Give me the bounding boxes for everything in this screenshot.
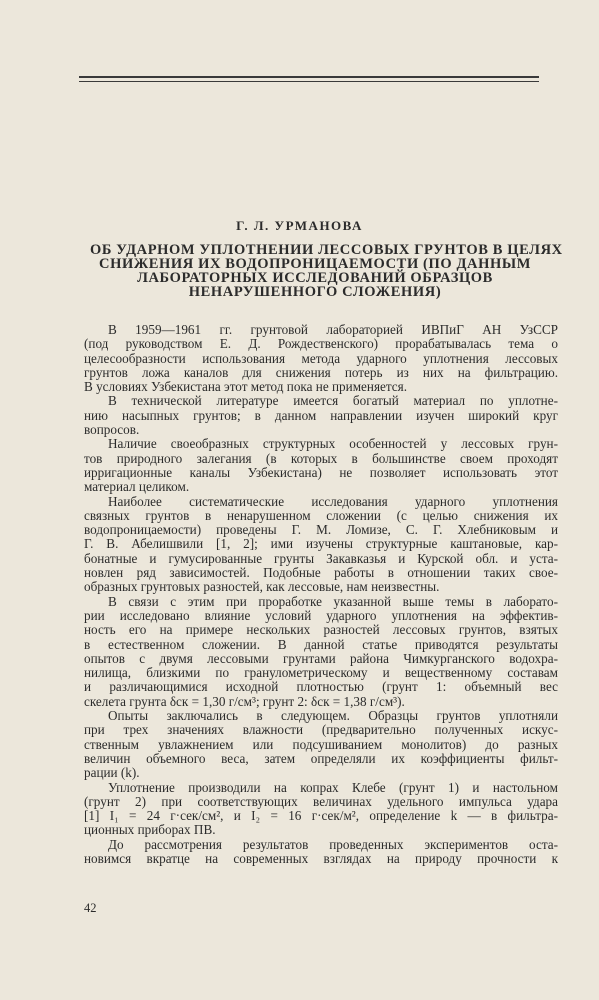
body-line: тов природного залегания (в которых в большинстве своем проходят bbox=[84, 450, 558, 466]
title-line: НЕНАРУШЕННОГО СЛОЖЕНИЯ) bbox=[188, 284, 442, 300]
body-line: В 1959—1961 гг. грунтовой лабораторией ИВПиГ АН УзССР bbox=[108, 322, 558, 337]
body-line: нию насыпных грунтов; в данном направлении изучен широкий круг bbox=[84, 407, 558, 423]
body-line: скелета грунта δск = 1,30 г/см³; грунт 2: δск = 1,38 г/см³). bbox=[84, 693, 405, 709]
body-line: бонатные и гумусированные грунты Закавказья и Курской обл. и уста- bbox=[84, 550, 558, 566]
author-name: Г. Л. УРМАНОВА bbox=[236, 218, 363, 233]
article-title bbox=[90, 242, 563, 300]
body-line: Наиболее систематические исследования ударного уплотнения bbox=[108, 493, 558, 509]
body-line: В связи с этим при проработке указанной выше темы в лаборато- bbox=[108, 593, 558, 609]
body-line: при трех значениях влажности (предварительно полученных искус- bbox=[84, 722, 558, 738]
body-line: в естественном сложении. В данной статье приводятся результаты bbox=[84, 636, 558, 652]
body-line: новлен ряд зависимостей. Подобные работы в отношении таких свое- bbox=[84, 565, 558, 581]
body-line: новимся вкратце на современных взглядах на природу прочности к bbox=[84, 850, 558, 866]
body-line: Уплотнение производили на копрах Клебе (грунт 1) и настольном bbox=[108, 779, 558, 795]
body-line: связных грунтов в ненарушенном сложении (с целью снижения их bbox=[84, 507, 558, 523]
body-line: образных грунтовых разностей, как лессовые, нам неизвестны. bbox=[84, 579, 440, 595]
article-body bbox=[84, 323, 558, 866]
body-line: (грунт 2) при соответствующих величинах удельного импульса удара bbox=[84, 793, 558, 809]
body-line: ственным увлажнением или подсушиванием монолитов) до разных bbox=[84, 736, 558, 752]
body-line: рации (k). bbox=[84, 765, 140, 781]
body-line: величин объемного веса, затем определяли их коэффициенты фильт- bbox=[84, 750, 558, 766]
body-line: водопроницаемости) проведены Г. М. Ломизе, С. Г. Хлебниковым и bbox=[84, 522, 558, 538]
body-line: ирригационные каналы Узбекистана) не позволяет использовать этот bbox=[84, 464, 558, 480]
body-line: Наличие своеобразных структурных особенностей у лессовых грун- bbox=[108, 436, 558, 452]
body-line: В технической литературе имеется богатый материал по уплотне- bbox=[108, 393, 558, 409]
title-line: ОБ УДАРНОМ УПЛОТНЕНИИ ЛЕССОВЫХ ГРУНТОВ В ЦЕЛЯХ bbox=[90, 242, 563, 258]
body-line: целесообразности использования метода ударного уплотнения лессовых bbox=[84, 350, 558, 366]
page-number: 42 bbox=[84, 901, 97, 915]
body-line: опытов с двумя лессовыми грунтами района Чимкурганского водохра- bbox=[84, 650, 558, 666]
top-rule bbox=[79, 76, 539, 78]
body-line: ность его на примере нескольких разностей лессовых грунтов, взятых bbox=[84, 622, 558, 638]
body-line: До рассмотрения результатов проведенных экспериментов оста- bbox=[108, 836, 558, 852]
title-line: СНИЖЕНИЯ ИХ ВОДОПРОНИЦАЕМОСТИ (ПО ДАННЫМ bbox=[99, 256, 531, 272]
body-line: грунтов ложа каналов для снижения потерь из них на фильтрацию. bbox=[84, 364, 558, 380]
body-line: Г. В. Абелишвили [1, 2]; ими изучены структурные каштановые, кар- bbox=[84, 536, 558, 552]
body-line: В условиях Узбекистана этот метод пока не применяется. bbox=[84, 379, 408, 395]
body-line: (под руководством Е. Д. Рождественского) прорабатывалась тема о bbox=[84, 336, 558, 352]
body-line: Опыты заключались в следующем. Образцы грунтов уплотняли bbox=[108, 708, 558, 724]
body-line: вопросов. bbox=[84, 422, 140, 438]
body-line: нилища, близкими по гранулометрическому и вещественному составам bbox=[84, 665, 558, 681]
body-line: и различающимися исходной плотностью (грунт 1: объемный вес bbox=[84, 679, 558, 695]
body-line: ционных приборах ПВ. bbox=[84, 822, 216, 838]
body-line: материал целиком. bbox=[84, 479, 190, 495]
title-line: ЛАБОРАТОРНЫХ ИССЛЕДОВАНИЙ ОБРАЗЦОВ bbox=[137, 270, 493, 286]
body-line: рии исследовано влияние условий ударного уплотнения на эффектив- bbox=[84, 607, 558, 623]
top-rule-thin bbox=[79, 81, 539, 82]
body-line: [1] I₁ = 24 г·сек/см², и I₂ = 16 г·сек/м², определение k — в фильтра- bbox=[84, 808, 558, 824]
